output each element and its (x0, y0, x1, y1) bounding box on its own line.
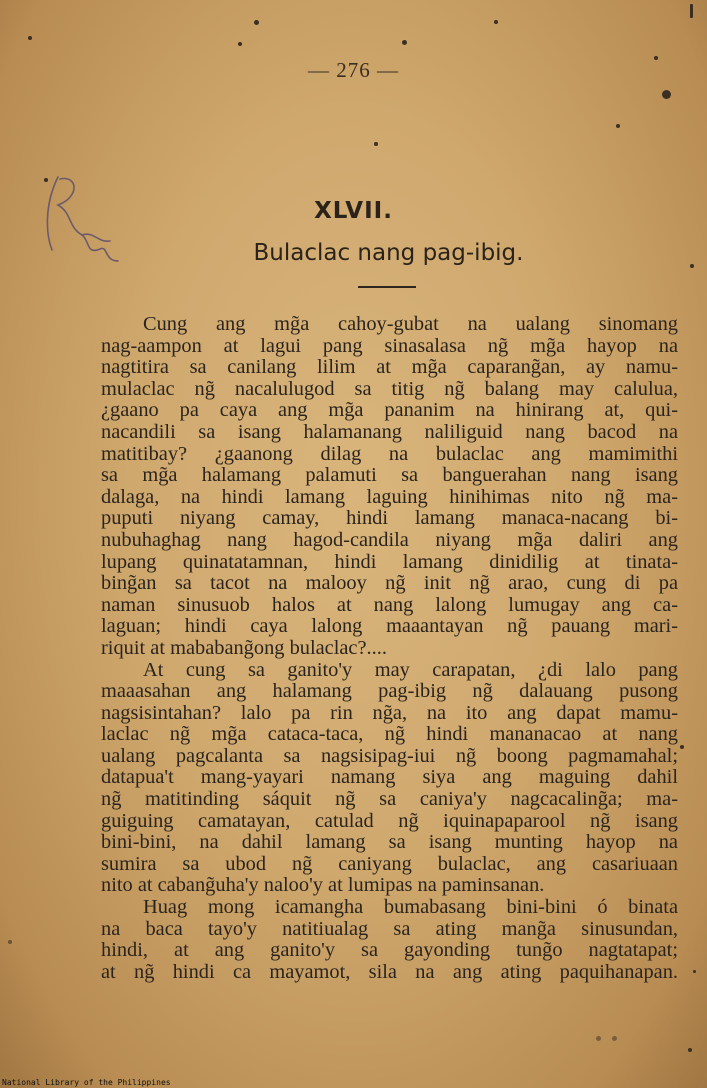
paragraph-1 (101, 314, 678, 660)
body-text (101, 314, 678, 983)
paper-speck (688, 1048, 692, 1052)
text-line: mulaclac ng̃ nacalulugod sa titig ng̃ balang may calulua, (101, 378, 678, 400)
text-line: nagtitira sa canilang lilim at mg̃a caparang̃an, ay namu- (101, 357, 678, 379)
text-line: laclac ng̃ mg̃a cataca-taca, ng̃ hindi mananacao at nang (101, 724, 678, 746)
paper-speck (238, 42, 242, 46)
paragraph-3 (101, 897, 678, 983)
paper-speck (654, 56, 658, 60)
paper-speck (374, 142, 378, 146)
text-line: bing̃an sa tacot na malooy ng̃ init ng̃ arao, cung di pa (101, 573, 678, 595)
text-line: nacandili sa isang halamanang naliliguid nang bacod na (101, 421, 678, 443)
chapter-title: Bulaclac nang pag-ibig. (253, 240, 524, 266)
text-line: bini-bini, na dahil lamang sa isang munting hayop na (101, 832, 678, 854)
text-line: riquit at mababang̃ong bulaclac?.... (101, 637, 387, 659)
text-line: Cung ang mg̃a cahoy-gubat na ualang sinomang (143, 314, 678, 335)
text-line: matitibay? ¿gaanong dilag na bulaclac ang mamimithi (101, 443, 678, 465)
paper-speck (28, 36, 32, 40)
text-line: at ng̃ hindi ca mayamot, sila na ang ating paquihanapan. (101, 961, 678, 983)
text-line: ¿gaano pa caya ang mg̃a pananim na hinirang at, qui- (101, 400, 678, 422)
paper-speck (596, 1036, 601, 1041)
paper-speck (44, 178, 48, 182)
text-line: naman sinusuob halos at nang lalong lumugay ang ca- (101, 594, 678, 616)
paper-speck (693, 970, 696, 973)
paper-speck (8, 940, 12, 944)
text-line: Huag mong icamangha bumabasang bini-bini ó binata (143, 897, 678, 919)
text-line: nito at cabang̃uha'y naloo'y at lumipas na paminsanan. (101, 875, 545, 897)
text-line: puputi niyang camay, hindi lamang manaca-nacang bi- (101, 508, 678, 530)
text-line: sumira sa ubod ng̃ caniyang bulaclac, ang casariuaan (101, 853, 678, 875)
paragraph-2 (101, 660, 678, 898)
text-line: maaasahan ang halamang pag-ibig ng̃ dalauang pusong (101, 681, 678, 703)
paper-speck (690, 4, 693, 18)
library-credit: National Library of the Philippines (2, 1078, 171, 1087)
paper-speck (616, 124, 620, 128)
text-line: sa mg̃a halamang palamuti sa banguerahan nang isang (101, 465, 678, 487)
text-line: At cung sa ganito'y may carapatan, ¿di lalo pang (143, 659, 678, 681)
paper-speck (662, 90, 671, 99)
text-line: nag-aampon at lagui pang sinasalasa ng̃ mg̃a hayop na (101, 335, 678, 357)
text-line: nubuhaghag nang hagod-candila niyang mg̃a daliri ang (101, 529, 678, 551)
text-line: dalaga, na hindi lamang laguing hinihimas nito ng̃ ma- (101, 486, 678, 508)
text-line: lupang quinatatamnan, hindi lamang dinidilig at tinata- (101, 551, 678, 573)
paper-speck (402, 40, 407, 45)
paper-speck (494, 20, 498, 24)
paper-speck (680, 745, 684, 749)
text-line: datapua't mang-yayari namang siya ang maguing dahil (101, 767, 678, 789)
chapter-number: XLVII. (314, 198, 393, 224)
title-divider (358, 286, 416, 288)
page-number: — 276 — (308, 58, 399, 82)
text-line: na baca tayo'y natitiualag sa ating mang̃a sinusundan, (101, 918, 678, 940)
text-line: hindi, at ang ganito'y sa gayonding tung̃o nagtatapat; (101, 940, 678, 962)
text-line: nagsisintahan? lalo pa rin ng̃a, na ito ang dapat mamu- (101, 702, 678, 724)
text-line: ng̃ matitinding sáquit ng̃ sa caniya'y nagcacaling̃a; ma- (101, 789, 678, 811)
paper-speck (690, 264, 694, 268)
paper-speck (254, 20, 259, 25)
paper-speck (612, 1036, 617, 1041)
text-line: guiguing camatayan, catulad ng̃ iquinapaparool ng̃ isang (101, 810, 678, 832)
text-line: ualang pagcalanta sa nagsisipag-iui ng̃ boong pagmamahal; (101, 745, 678, 767)
text-line: laguan; hindi caya lalong maaantayan ng̃ pauang mari- (101, 616, 678, 638)
